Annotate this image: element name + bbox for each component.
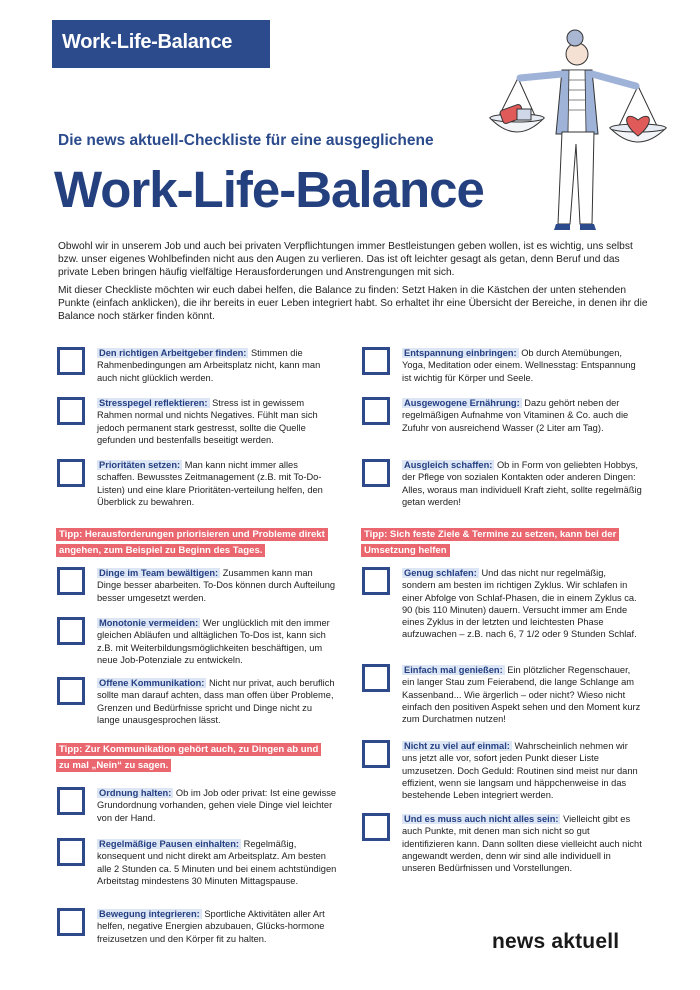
checklist-description: Stress ist in gewissem Rahmen normal und nichts Negatives. Fühlt man sich jedoch permanent stark gestresst, sollte die Quelle gefunden und bestenfalls beseitigt werden.: [97, 398, 318, 445]
checklist-text: [402, 740, 642, 801]
checklist-label: Ordnung halten:: [99, 788, 172, 798]
tip-text: Tipp: Herausforderungen priorisieren und Probleme direkt angehen, zum Beispiel zu Beginn des Tages.: [56, 528, 328, 557]
checklist-description: Wahrscheinlich nehmen wir uns jetzt alle vor, sofort jeden Punkt dieser Liste umzusetzen. Doch Geduld: Routinen sind meist nur dann effizient, wenn sie langsam und häppchenweise in das bestehende Leben integriert werden.: [402, 741, 638, 801]
checklist-text: [97, 787, 337, 824]
checklist-description: Dazu gehört neben der regelmäßigen Aufnahme von Vitaminen & Co. auch die Zufuhr von ausreichend Wasser (2 Liter am Tag).: [402, 398, 629, 433]
checkbox[interactable]: [362, 347, 390, 375]
checkbox[interactable]: [362, 740, 390, 768]
checklist-text: [97, 617, 337, 666]
page-subtitle: Die news aktuell-Checkliste für eine ausgeglichene: [58, 132, 434, 149]
checklist-label: Stresspegel reflektieren:: [99, 398, 208, 408]
checklist-label: Regelmäßige Pausen einhalten:: [99, 839, 240, 849]
checklist-label: Bewegung integrieren:: [99, 909, 200, 919]
checkbox[interactable]: [362, 567, 390, 595]
checklist-label: Genug schlafen:: [404, 568, 477, 578]
checklist-description: Ob durch Atemübungen, Yoga, Meditation oder einem. Wellnesstag: Entspannung ist wichtig für Körper und Seele.: [402, 348, 636, 383]
checkbox[interactable]: [57, 677, 85, 705]
checklist-label: Prioritäten setzen:: [99, 460, 181, 470]
checklist-text: [97, 459, 337, 508]
checkbox[interactable]: [57, 787, 85, 815]
checklist-text: [97, 397, 337, 446]
checklist-label: Und es muss auch nicht alles sein:: [404, 814, 559, 824]
checklist-description: Sportliche Aktivitäten aller Art helfen, negative Energien abzubauen, Glücks-hormone freizusetzen und den Körper fit zu halten.: [97, 909, 325, 944]
checklist-text: [402, 664, 642, 725]
checkbox[interactable]: [57, 347, 85, 375]
checklist-label: Dinge im Team bewältigen:: [99, 568, 219, 578]
tip-text: Tipp: Zur Kommunikation gehört auch, zu Dingen ab und zu mal „Nein“ zu sagen.: [56, 743, 321, 772]
intro-paragraph: Mit dieser Checkliste möchten wir euch dabei helfen, die Balance zu finden: Setzt Haken in die Kästchen der unten stehenden Punkte (einfach anklicken), die ihr bereits in euer Leben integriert habt. So erhaltet ihr eine Übersicht der Bereiche, in denen ihr die Balance noch stärker finden könnt.: [58, 285, 648, 322]
checklist-description: Regelmäßig, konsequent und nicht direkt am Arbeitsplatz. Am besten alle 2 Stunden ca. 5 Minuten und bei einem achtstündigen Arbeitstag mindestens 30 Minuten Mittagspause.: [97, 839, 337, 886]
checklist-description: Nicht nur privat, auch beruflich sollte man darauf achten, dass man offen über Probleme, Grenzen und Bedürfnisse spricht und Dinge nicht zu lange unausgesprochen lässt.: [97, 678, 335, 725]
checkbox[interactable]: [362, 664, 390, 692]
checkbox[interactable]: [57, 908, 85, 936]
checklist-description: Ob in Form von geliebten Hobbys, der Pflege von sozialen Kontakten oder anderen Dingen: Alles, woraus man individuell Kraft zieht, sollte regelmäßig getan werden!: [402, 460, 642, 507]
checklist-text: [402, 347, 642, 384]
header-band-label: Work-Life-Balance: [62, 31, 233, 53]
balance-scale-illustration: [470, 14, 685, 239]
checklist-description: Wer unglücklich mit den immer gleichen Abläufen und alltäglichen To-Dos ist, kann sich z.B. mit Weiterbildungsmöglichkeiten beschäftigen, um neue Job-Potenziale zu entwickeln.: [97, 618, 330, 665]
checklist-description: Stimmen die Rahmenbedingungen am Arbeitsplatz nicht, kann man auch nicht glücklich werden.: [97, 348, 321, 383]
checklist-description: Ob im Job oder privat: Ist eine gewisse Grundordnung vorhanden, gehen viele Dinge viel leichter von der Hand.: [97, 788, 337, 823]
checkbox[interactable]: [362, 459, 390, 487]
brand-logo: news aktuell: [492, 930, 620, 953]
checkbox[interactable]: [57, 459, 85, 487]
checkbox[interactable]: [57, 567, 85, 595]
checklist-text: [97, 567, 337, 604]
checklist-label: Monotonie vermeiden:: [99, 618, 199, 628]
checklist-description: Ein plötzlicher Regenschauer, ein langer Stau zum Feierabend, die lange Schlange am Kassenband... Wie ärgerlich – oder nicht? Wieso nicht einfach den positiven Aspekt sehen und den Moment kurz zum Durchatmen nutzen!: [402, 665, 641, 725]
checklist-label: Nicht zu viel auf einmal:: [404, 741, 510, 751]
checkbox[interactable]: [57, 617, 85, 645]
checklist-text: [402, 397, 642, 434]
intro-paragraph: Obwohl wir in unserem Job und auch bei privaten Verpflichtungen immer Bestleistungen geben wollen, ist es wichtig, uns selbst bzw. unser eigenes Wohlbefinden nicht aus den Augen zu verlieren. Das ist oft leichter gesagt als getan, denn Beruf und das private Leben bringen häufig vielfältige Herausforderungen und Anstrengungen mit sich.: [58, 241, 633, 278]
checklist-text: [97, 838, 337, 887]
checklist-text: [97, 347, 337, 384]
checkbox[interactable]: [362, 397, 390, 425]
checklist-label: Entspannung einbringen:: [404, 348, 517, 358]
checklist-text: [97, 908, 337, 945]
checklist-label: Offene Kommunikation:: [99, 678, 205, 688]
tip-banner: [56, 527, 326, 558]
tip-text: Tipp: Sich feste Ziele & Termine zu setzen, kann bei der Umsetzung helfen: [361, 528, 619, 557]
tip-banner: [361, 527, 631, 558]
checkbox[interactable]: [362, 813, 390, 841]
page-title: Work-Life-Balance: [54, 161, 484, 218]
checklist-text: [97, 677, 337, 726]
checklist-description: Zusammen kann man Dinge besser abarbeiten. To-Dos können durch Aufteilung besser umgesetzt werden.: [97, 568, 336, 603]
checklist-text: [402, 813, 642, 874]
checklist-text: [402, 567, 642, 641]
header-band: [52, 20, 270, 68]
checklist-label: Ausgleich schaffen:: [404, 460, 493, 470]
tip-banner: [56, 742, 326, 773]
checklist-description: Man kann nicht immer alles schaffen. Bewusstes Zeitmanagement (z.B. mit To-Do-Listen) und eine klare Prioritäten-verteilung helfen, den Überblick zu bewahren.: [97, 460, 323, 507]
checklist-label: Ausgewogene Ernährung:: [404, 398, 520, 408]
checklist-text: [402, 459, 642, 508]
checklist-description: Und das nicht nur regelmäßig, sondern am besten im richtigen Zyklus. Wir schlafen in einer Abfolge von Schlaf-Phasen, die in einem Zyklus ca. 90 (bis 110 Minuten) dauern. Versucht immer am Ende eines Zyklus in der letzten und leichtesten Phase aufzuwachen – z.B. nach 6, 7 1/2 oder 9 Stunden Schlaf.: [402, 568, 637, 640]
checkbox[interactable]: [57, 397, 85, 425]
checklist-description: Vielleicht gibt es auch Punkte, mit denen man sich nicht so gut identifizieren kann. Dann sollten diese vielleicht auch nicht angewandt werden, denn wir sind alle individuell in unseren Bedürfnissen und Vorstellungen.: [402, 814, 642, 874]
checklist-label: Den richtigen Arbeitgeber finden:: [99, 348, 247, 358]
checklist-label: Einfach mal genießen:: [404, 665, 503, 675]
checkbox[interactable]: [57, 838, 85, 866]
